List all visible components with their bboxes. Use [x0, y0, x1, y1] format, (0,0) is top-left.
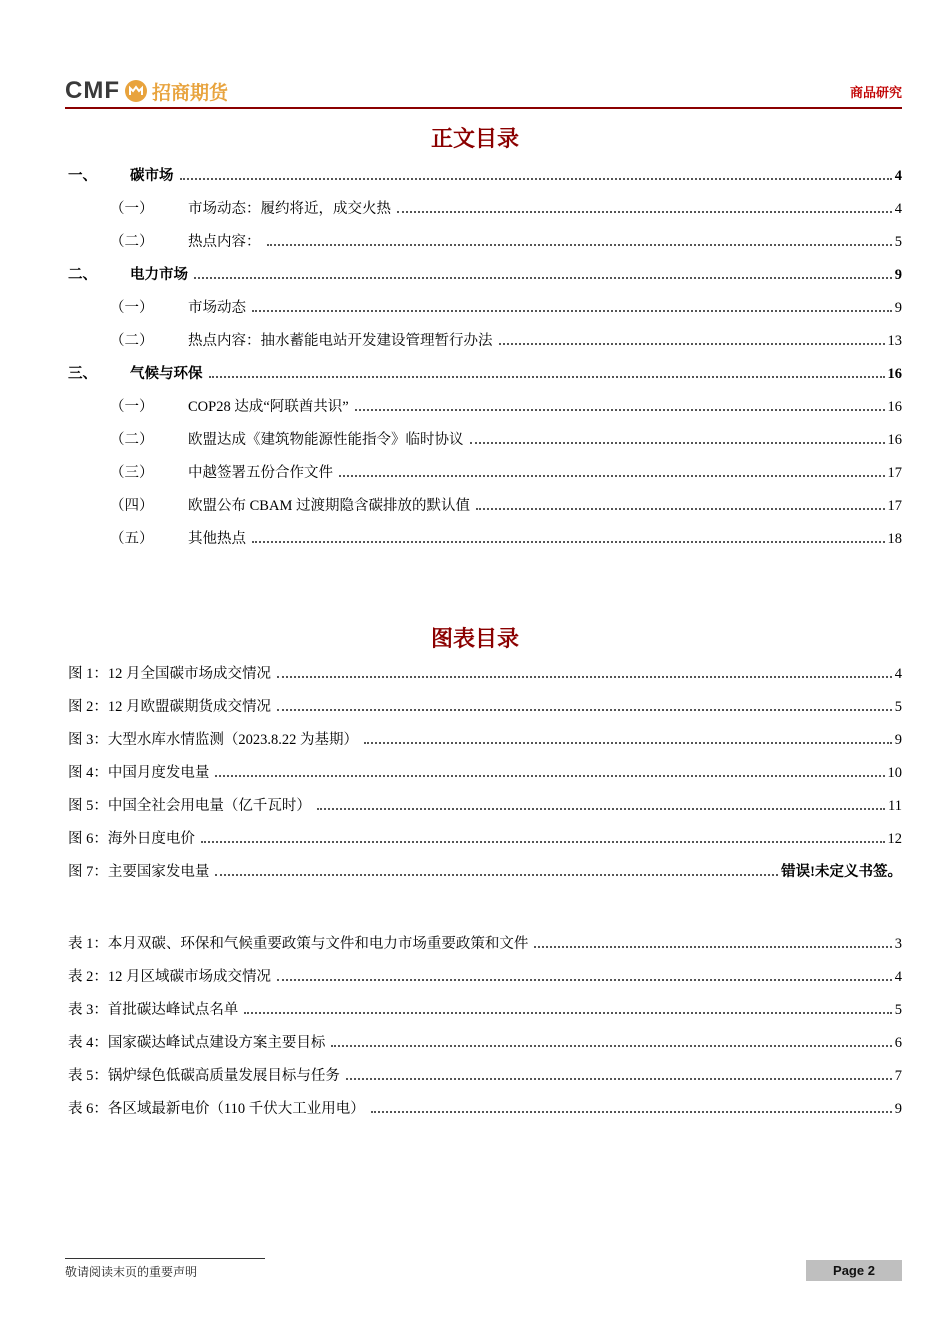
toc-item-label: 气候与环保 [130, 366, 203, 382]
toc-item-label: 热点内容：抽水蓄能电站开发建设管理暂行办法 [188, 333, 493, 349]
toc-item-number: （一） [110, 300, 154, 316]
table-item[interactable] [68, 994, 902, 1027]
dot-leader [317, 808, 885, 810]
toc-list [68, 160, 902, 556]
table-item-page: 5 [894, 1002, 902, 1018]
figure-item-page: 4 [894, 666, 902, 682]
figure-item-page: 5 [894, 699, 902, 715]
dot-leader [346, 1078, 892, 1080]
toc-item[interactable] [68, 325, 902, 358]
table-item-page: 4 [894, 969, 902, 985]
table-item-page: 9 [894, 1101, 902, 1117]
toc-item-page: 5 [894, 234, 902, 250]
toc-item-number: 三、 [68, 366, 97, 382]
dot-leader [371, 1111, 892, 1113]
figure-item-page: 10 [887, 765, 902, 781]
page-number-badge: Page 2 [806, 1260, 902, 1281]
toc-item-label: 中越签署五份合作文件 [188, 465, 333, 481]
toc-item-page: 16 [887, 366, 902, 382]
dot-leader [215, 775, 884, 777]
table-item-page: 3 [894, 936, 902, 952]
table-item-page: 7 [894, 1068, 902, 1084]
figure-item[interactable] [68, 691, 902, 724]
toc-item-label: COP28 达成“阿联酋共识” [188, 399, 349, 415]
page-header [65, 76, 902, 106]
figure-list [68, 658, 902, 889]
toc-item[interactable] [68, 292, 902, 325]
dot-leader [534, 946, 891, 948]
toc-item-page: 17 [887, 498, 902, 514]
toc-item[interactable] [68, 523, 902, 556]
cmf-logo-text: CMF [65, 77, 120, 104]
dot-leader [355, 409, 885, 411]
toc-item-label: 市场动态：履约将近，成交火热 [188, 201, 391, 217]
figure-item[interactable] [68, 823, 902, 856]
table-item[interactable] [68, 1060, 902, 1093]
toc-item[interactable] [68, 457, 902, 490]
toc-item-label: 欧盟公布 CBAM 过渡期隐含碳排放的默认值 [188, 498, 470, 514]
toc-item-page: 16 [887, 432, 902, 448]
figure-item[interactable] [68, 724, 902, 757]
toc-item-label: 欧盟达成《建筑物能源性能指令》临时协议 [188, 432, 464, 448]
toc-item-number: 二、 [68, 267, 97, 283]
toc-item-label: 热点内容： [188, 234, 261, 250]
dot-leader [252, 310, 892, 312]
dot-leader [470, 442, 885, 444]
toc-item-number: （二） [110, 333, 154, 349]
table-item[interactable] [68, 961, 902, 994]
brand-name: 招商期货 [151, 82, 228, 104]
toc-item[interactable] [68, 358, 902, 391]
toc-item-number: 一、 [68, 168, 97, 184]
toc-item-label: 市场动态 [188, 300, 246, 316]
toc-item-number: （二） [110, 234, 154, 250]
toc-item[interactable] [68, 391, 902, 424]
table-item-label: 表 3：首批碳达峰试点名单 [68, 1002, 239, 1018]
figure-item-label: 图 2：12 月欧盟碳期货成交情况 [68, 699, 271, 715]
figures-toc-title: 图表目录 [430, 626, 519, 651]
dot-leader [277, 676, 892, 678]
dot-leader [215, 874, 778, 876]
toc-item-page: 9 [894, 300, 902, 316]
figure-item-page: 12 [887, 831, 902, 847]
dot-leader [201, 841, 885, 843]
toc-item-page: 4 [894, 168, 902, 184]
figure-item-label: 图 4：中国月度发电量 [68, 765, 210, 781]
table-item-label: 表 6：各区域最新电价（110 千伏大工业用电） [68, 1101, 365, 1117]
table-item-label: 表 4：国家碳达峰试点建设方案主要目标 [68, 1035, 326, 1051]
dot-leader [209, 376, 885, 378]
figure-item-label: 图 5：中国全社会用电量（亿千瓦时） [68, 798, 311, 814]
figure-item-page: 9 [894, 732, 902, 748]
dot-leader [499, 343, 885, 345]
header-divider [65, 107, 902, 109]
figure-item[interactable] [68, 790, 902, 823]
figure-item-label: 图 7：主要国家发电量 [68, 864, 210, 880]
toc-item-number: （三） [110, 465, 154, 481]
toc-item-number: （二） [110, 432, 154, 448]
table-list [68, 928, 902, 1126]
toc-item-label: 电力市场 [130, 267, 188, 283]
toc-item-number: （一） [110, 399, 154, 415]
toc-item-page: 16 [887, 399, 902, 415]
dot-leader [331, 1045, 891, 1047]
figure-item-page: 11 [888, 798, 902, 814]
table-item-label: 表 2：12 月区域碳市场成交情况 [68, 969, 271, 985]
table-item[interactable] [68, 1027, 902, 1060]
dot-leader [364, 742, 892, 744]
table-item-page: 6 [894, 1035, 902, 1051]
toc-item[interactable] [68, 259, 902, 292]
dot-leader [339, 475, 885, 477]
figure-item[interactable] [68, 658, 902, 691]
table-item-label: 表 5：锅炉绿色低碳高质量发展目标与任务 [68, 1068, 340, 1084]
report-category-label: 商品研究 [849, 84, 902, 100]
dot-leader [267, 244, 892, 246]
company-logo [65, 77, 228, 105]
dot-leader [476, 508, 885, 510]
toc-item-number: （五） [110, 531, 154, 547]
toc-item-label: 碳市场 [130, 168, 174, 184]
dot-leader [277, 709, 892, 711]
figure-item-page: 错误!未定义书签。 [781, 864, 902, 880]
toc-item-page: 18 [887, 531, 902, 547]
table-item[interactable] [68, 1093, 902, 1126]
toc-item-page: 17 [887, 465, 902, 481]
toc-item-number: （一） [110, 201, 154, 217]
toc-item-page: 9 [894, 267, 902, 283]
dot-leader [244, 1012, 891, 1014]
toc-item[interactable] [68, 490, 902, 523]
table-item[interactable] [68, 928, 902, 961]
figure-item-label: 图 1：12 月全国碳市场成交情况 [68, 666, 271, 682]
dot-leader [180, 178, 892, 180]
toc-item[interactable] [68, 424, 902, 457]
toc-item[interactable] [68, 193, 902, 226]
figure-item[interactable] [68, 757, 902, 790]
toc-item-page: 4 [894, 201, 902, 217]
dot-leader [397, 211, 892, 213]
toc-item[interactable] [68, 160, 902, 193]
figure-item[interactable] [68, 856, 902, 889]
figure-item-label: 图 6：海外日度电价 [68, 831, 195, 847]
toc-title: 正文目录 [430, 126, 519, 151]
cmf-logo-icon [124, 79, 148, 103]
table-item-label: 表 1：本月双碳、环保和气候重要政策与文件和电力市场重要政策和文件 [68, 936, 529, 952]
footer-disclaimer: 敬请阅读末页的重要声明 [65, 1258, 265, 1280]
toc-item-number: （四） [110, 498, 154, 514]
toc-item-page: 13 [887, 333, 902, 349]
figure-item-label: 图 3：大型水库水情监测（2023.8.22 为基期） [68, 732, 358, 748]
toc-item[interactable] [68, 226, 902, 259]
dot-leader [252, 541, 885, 543]
dot-leader [277, 979, 892, 981]
dot-leader [194, 277, 892, 279]
toc-item-label: 其他热点 [188, 531, 246, 547]
